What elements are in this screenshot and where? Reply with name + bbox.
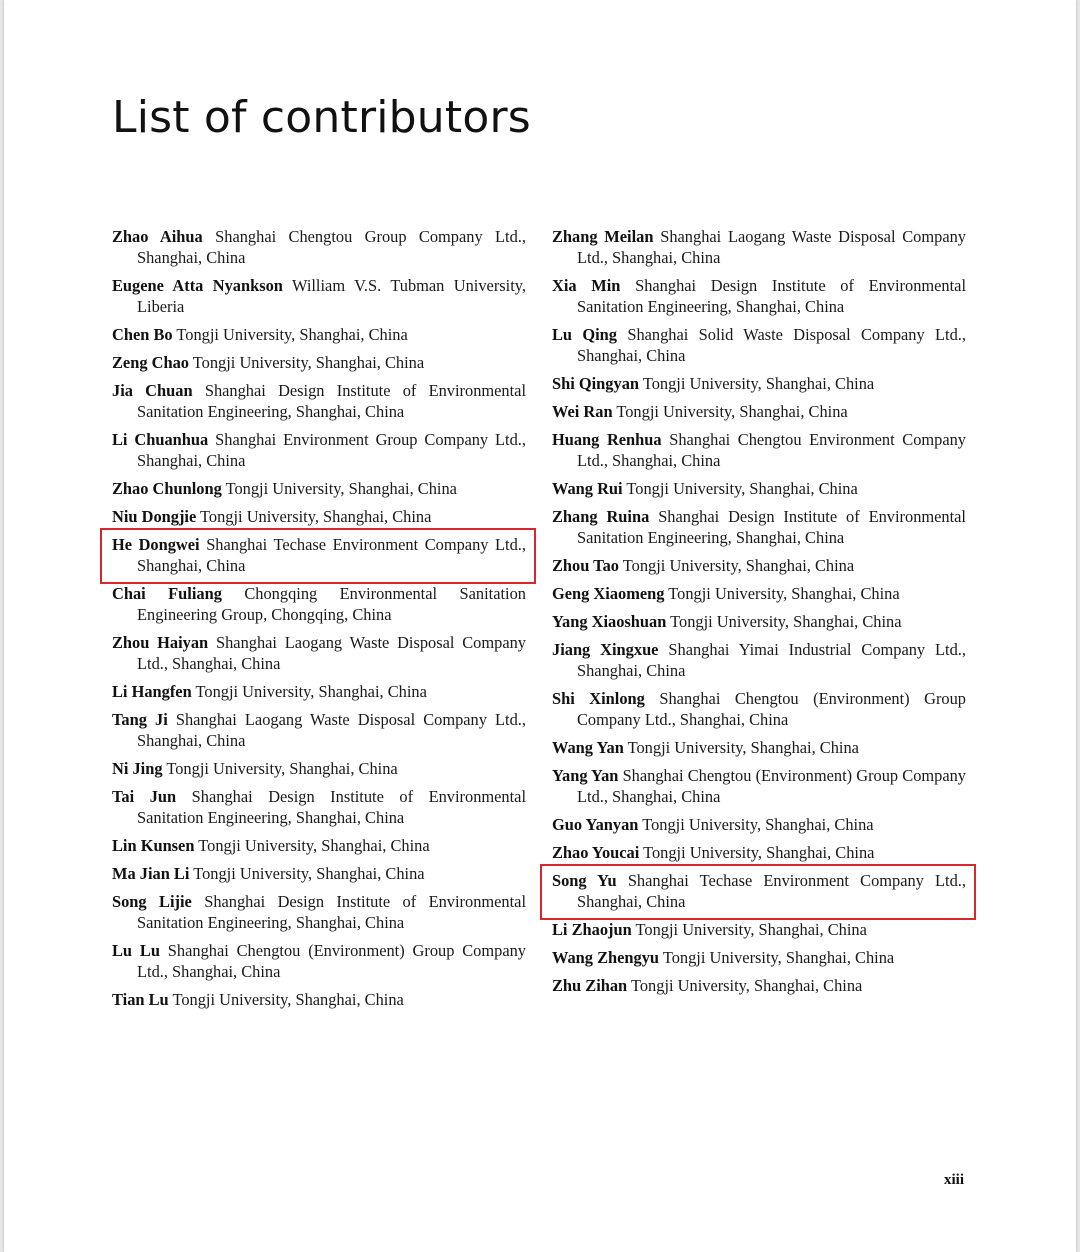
contributor-name: Li Chuanhua: [112, 430, 209, 449]
contributor-entry: [552, 506, 966, 548]
contributor-name: Lu Qing: [552, 325, 617, 344]
contributor-affiliation: Tongji University, Shanghai, China: [635, 920, 867, 939]
contributor-affiliation: Tongji University, Shanghai, China: [626, 479, 858, 498]
contributor-entry: [112, 786, 526, 828]
contributor-entry: [552, 583, 966, 604]
contributor-affiliation: Tongji University, Shanghai, China: [172, 990, 404, 1009]
contributors-column-left: [112, 226, 526, 1017]
contributor-affiliation: Tongji University, Shanghai, China: [225, 479, 457, 498]
contributor-name: Huang Renhua: [552, 430, 662, 449]
contributor-affiliation: Tongji University, Shanghai, China: [195, 682, 427, 701]
contributor-affiliation: Tongji University, Shanghai, China: [670, 612, 902, 631]
contributor-entry: [552, 401, 966, 422]
contributor-entry: [112, 835, 526, 856]
contributor-name: Wang Yan: [552, 738, 624, 757]
contributor-entry: [552, 373, 966, 394]
contributor-entry: [552, 324, 966, 366]
contributor-affiliation: Shanghai Chengtou Environment Company Ltd., Shanghai, China: [577, 430, 966, 470]
contributor-affiliation: Tongji University, Shanghai, China: [192, 353, 425, 372]
contributor-affiliation: Shanghai Chengtou (Environment) Group Company Ltd., Shanghai, China: [577, 689, 966, 729]
contributor-name: Lu Lu: [112, 941, 160, 960]
contributor-entry: [112, 891, 526, 933]
contributors-column-right: [552, 226, 966, 1003]
contributor-affiliation: Shanghai Environment Group Company Ltd., Shanghai, China: [137, 430, 527, 470]
contributor-name: Geng Xiaomeng: [552, 584, 665, 603]
contributor-entry: [112, 478, 526, 499]
contributor-affiliation: William V.S. Tubman University, Liberia: [137, 276, 526, 316]
contributor-affiliation: Shanghai Techase Environment Company Ltd., Shanghai, China: [577, 871, 966, 911]
contributor-name: Tian Lu: [112, 990, 169, 1009]
contributor-entry: [552, 275, 966, 317]
contributor-entry: [112, 863, 526, 884]
contributor-name: Wang Rui: [552, 479, 623, 498]
contributor-entry: [112, 226, 526, 268]
contributor-name: Shi Xinlong: [552, 689, 645, 708]
contributor-affiliation: Tongji University, Shanghai, China: [668, 584, 900, 603]
contributor-affiliation: Tongji University, Shanghai, China: [627, 738, 859, 757]
contributor-name: Xia Min: [552, 276, 621, 295]
contributor-affiliation: Tongji University, Shanghai, China: [631, 976, 863, 995]
contributor-name: Yang Yan: [552, 766, 619, 785]
contributor-entry: [552, 919, 966, 940]
contributor-name: Zhao Aihua: [112, 227, 203, 246]
contributor-entry: [112, 380, 526, 422]
contributor-name: Lin Kunsen: [112, 836, 195, 855]
contributor-entry: [552, 975, 966, 996]
contributor-name: Song Yu: [552, 871, 617, 890]
contributor-entry: [112, 429, 526, 471]
document-page: [4, 0, 1076, 1252]
contributor-entry: [552, 555, 966, 576]
contributor-affiliation: Shanghai Techase Environment Company Ltd., Shanghai, China: [137, 535, 526, 575]
contributor-name: He Dongwei: [112, 535, 200, 554]
contributor-affiliation: Tongji University, Shanghai, China: [200, 507, 432, 526]
contributor-affiliation: Tongji University, Shanghai, China: [616, 402, 848, 421]
contributor-name: Jiang Xingxue: [552, 640, 659, 659]
contributor-entry: [552, 226, 966, 268]
contributor-name: Chen Bo: [112, 325, 173, 344]
contributor-affiliation: Shanghai Solid Waste Disposal Company Ltd., Shanghai, China: [577, 325, 966, 365]
contributor-entry: [552, 478, 966, 499]
contributor-entry-highlighted: [112, 534, 526, 576]
contributor-entry: [112, 989, 526, 1010]
contributor-entry: [112, 709, 526, 751]
contributor-name: Eugene Atta Nyankson: [112, 276, 283, 295]
contributor-name: Wei Ran: [552, 402, 613, 421]
contributor-name: Zhou Haiyan: [112, 633, 209, 652]
page-number: xiii: [944, 1172, 965, 1188]
contributor-affiliation: Tongji University, Shanghai, China: [198, 836, 430, 855]
contributor-affiliation: Shanghai Design Institute of Environmental Sanitation Engineering, Shanghai, China: [137, 787, 526, 827]
contributor-affiliation: Shanghai Laogang Waste Disposal Company Ltd., Shanghai, China: [577, 227, 966, 267]
contributor-name: Song Lijie: [112, 892, 192, 911]
contributor-entry: [552, 737, 966, 758]
contributor-entry: [552, 814, 966, 835]
contributor-entry: [552, 947, 966, 968]
contributor-affiliation: Tongji University, Shanghai, China: [166, 759, 398, 778]
contributor-affiliation: Chongqing Environmental Sanitation Engineering Group, Chongqing, China: [137, 584, 526, 624]
contributor-name: Zhao Chunlong: [112, 479, 222, 498]
contributor-entry: [552, 842, 966, 863]
contributor-entry: [112, 352, 526, 373]
contributor-affiliation: Shanghai Design Institute of Environmental Sanitation Engineering, Shanghai, China: [577, 507, 966, 547]
contributor-entry: [112, 506, 526, 527]
contributor-entry: [112, 632, 526, 674]
contributor-name: Zhang Meilan: [552, 227, 654, 246]
contributor-affiliation: Tongji University, Shanghai, China: [662, 948, 895, 967]
contributor-affiliation: Shanghai Design Institute of Environmental Sanitation Engineering, Shanghai, China: [577, 276, 967, 316]
contributor-entry: [552, 688, 966, 730]
contributor-name: Chai Fuliang: [112, 584, 222, 603]
contributor-affiliation: Tongji University, Shanghai, China: [643, 843, 875, 862]
contributor-affiliation: Shanghai Yimai Industrial Company Ltd., Shanghai, China: [577, 640, 966, 680]
contributor-affiliation: Tongji University, Shanghai, China: [176, 325, 408, 344]
contributor-affiliation: Shanghai Design Institute of Environmental Sanitation Engineering, Shanghai, China: [137, 892, 526, 932]
contributor-name: Niu Dongjie: [112, 507, 197, 526]
contributor-entry-highlighted: [552, 870, 966, 912]
contributor-name: Zhao Youcai: [552, 843, 640, 862]
contributor-name: Shi Qingyan: [552, 374, 640, 393]
contributor-name: Zhou Tao: [552, 556, 619, 575]
contributor-name: Guo Yanyan: [552, 815, 639, 834]
contributor-entry: [112, 324, 526, 345]
contributor-entry: [552, 611, 966, 632]
contributor-affiliation: Tongji University, Shanghai, China: [193, 864, 425, 883]
contributor-entry: [112, 758, 526, 779]
contributor-affiliation: Shanghai Laogang Waste Disposal Company Ltd., Shanghai, China: [137, 710, 526, 750]
contributor-affiliation: Tongji University, Shanghai, China: [642, 374, 875, 393]
contributor-name: Tai Jun: [112, 787, 177, 806]
contributor-affiliation: Tongji University, Shanghai, China: [622, 556, 855, 575]
contributor-affiliation: Tongji University, Shanghai, China: [642, 815, 874, 834]
contributor-name: Tang Ji: [112, 710, 168, 729]
contributor-name: Wang Zhengyu: [552, 948, 660, 967]
contributor-name: Yang Xiaoshuan: [552, 612, 667, 631]
contributor-name: Li Zhaojun: [552, 920, 632, 939]
contributor-name: Ma Jian Li: [112, 864, 190, 883]
contributor-entry: [112, 275, 526, 317]
contributor-name: Zhang Ruina: [552, 507, 650, 526]
contributor-entry: [112, 583, 526, 625]
contributor-affiliation: Shanghai Chengtou Group Company Ltd., Shanghai, China: [137, 227, 526, 267]
contributor-entry: [552, 429, 966, 471]
contributor-entry: [112, 940, 526, 982]
contributor-affiliation: Shanghai Chengtou (Environment) Group Company Ltd., Shanghai, China: [577, 766, 966, 806]
contributor-entry: [552, 639, 966, 681]
contributor-entry: [552, 765, 966, 807]
contributor-name: Jia Chuan: [112, 381, 193, 400]
page-title: List of contributors: [112, 92, 531, 143]
contributor-affiliation: Shanghai Laogang Waste Disposal Company Ltd., Shanghai, China: [137, 633, 526, 673]
contributor-affiliation: Shanghai Design Institute of Environmental Sanitation Engineering, Shanghai, China: [137, 381, 527, 421]
contributor-name: Ni Jing: [112, 759, 163, 778]
contributor-name: Zhu Zihan: [552, 976, 628, 995]
contributor-entry: [112, 681, 526, 702]
contributor-name: Li Hangfen: [112, 682, 192, 701]
contributor-affiliation: Shanghai Chengtou (Environment) Group Company Ltd., Shanghai, China: [137, 941, 526, 981]
contributor-name: Zeng Chao: [112, 353, 189, 372]
